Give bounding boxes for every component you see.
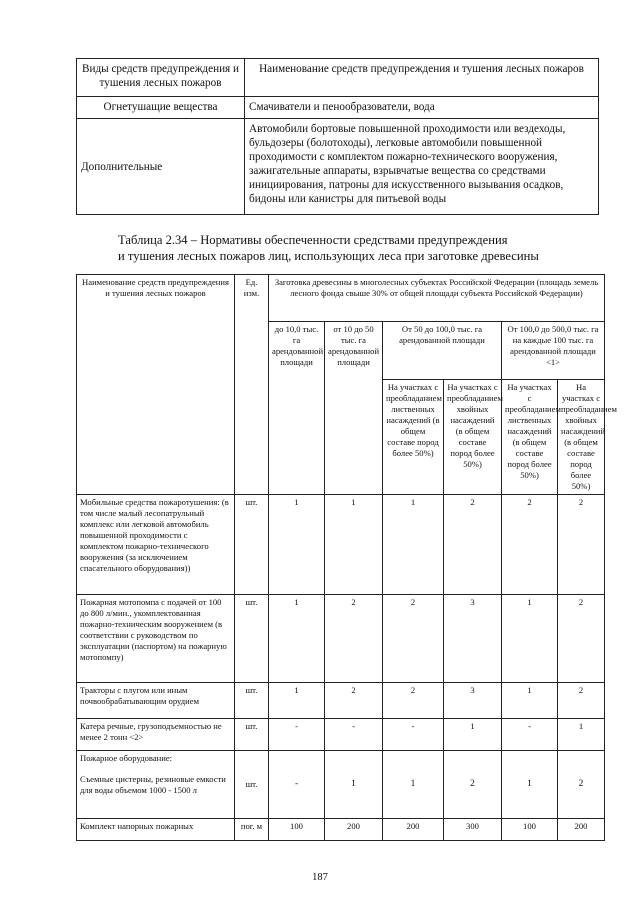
table-caption bbox=[118, 233, 588, 264]
subheader-coniferous: На участках с преобладанием хвойных насаждений (в общем составе пород более 50%) bbox=[444, 380, 502, 495]
row-name: Мобильные средства пожаротушения: (в том числе малый лесопатрульный комплекс или легковой автомобиль повышенной проходимости с комплектом пожарно-технического вооружения (за исключением спасательного оборудования)) bbox=[77, 495, 235, 595]
row-value: 100 bbox=[502, 819, 558, 841]
row-items: Смачиватели и пенообразователи, вода bbox=[245, 97, 599, 119]
row-name-text: Съемные цистерны, резиновые емкости для воды объемом 1000 - 1500 л bbox=[80, 774, 226, 795]
row-kind: Дополнительные bbox=[77, 119, 245, 215]
table-row bbox=[77, 819, 605, 841]
row-value: - bbox=[383, 719, 444, 751]
header-col-upto-10: до 10,0 тыс. га арендованной площади bbox=[269, 322, 325, 495]
header-col-50-100: От 50 до 100,0 тыс. га арендованной площади bbox=[383, 322, 502, 380]
top-table bbox=[76, 58, 599, 215]
row-value: 1 bbox=[502, 595, 558, 683]
header-unit: Ед. изм. bbox=[235, 275, 269, 495]
header-kinds: Виды средств предупреждения и тушения лесных пожаров bbox=[77, 59, 245, 97]
table-row bbox=[77, 751, 605, 819]
row-value: 200 bbox=[383, 819, 444, 841]
row-value: 2 bbox=[444, 495, 502, 595]
table-row bbox=[77, 495, 605, 595]
row-group-title: Пожарное оборудование: bbox=[80, 753, 173, 763]
row-value: 1 bbox=[502, 751, 558, 819]
row-value: - bbox=[502, 719, 558, 751]
row-value: 1 bbox=[444, 719, 502, 751]
subheader-coniferous: На участках с преобладанием хвойных насаждений (в общем составе пород более 50%) bbox=[558, 380, 605, 495]
header-col-10-50: от 10 до 50 тыс. га арендованной площади bbox=[325, 322, 383, 495]
table-row bbox=[77, 683, 605, 719]
row-name: Тракторы с плугом или иным почвообрабатывающим орудием bbox=[77, 683, 235, 719]
table-row bbox=[77, 595, 605, 683]
row-value: 100 bbox=[269, 819, 325, 841]
row-unit: шт. bbox=[235, 683, 269, 719]
row-unit: шт. bbox=[235, 495, 269, 595]
row-value: 1 bbox=[558, 719, 605, 751]
row-value: 300 bbox=[444, 819, 502, 841]
row-name: Пожарная мотопомпа с подачей от 100 до 800 л/мин., укомплектованная пожарно-техническим вооружением (в соответствии с руководством по эксплуатации (паспортом) на пожарную мотопомпу) bbox=[77, 595, 235, 683]
row-value: 1 bbox=[269, 495, 325, 595]
row-value: 200 bbox=[325, 819, 383, 841]
row-value: 1 bbox=[269, 595, 325, 683]
row-value: 2 bbox=[558, 751, 605, 819]
subheader-deciduous: На участках с преобладанием лиственных насаждений (в общем составе пород более 50%) bbox=[502, 380, 558, 495]
row-items: Автомобили бортовые повышенной проходимости или вездеходы, бульдозеры (болотоходы), легковые автомобили повышенной проходимости с комплектом пожарно-технического вооружения, зажигательные аппараты, взрывчатые вещества со средствами инициирования, патроны для искусственного вызывания осадков, бидоны или канистры для питьевой воды bbox=[245, 119, 599, 215]
row-value: 3 bbox=[444, 683, 502, 719]
row-unit: шт. bbox=[235, 751, 269, 819]
row-value: 2 bbox=[558, 595, 605, 683]
row-value: 2 bbox=[444, 751, 502, 819]
subheader-deciduous: На участках с преобладанием лиственных насаждений (в общем составе пород более 50%) bbox=[383, 380, 444, 495]
norms-table bbox=[76, 274, 617, 841]
row-value: 2 bbox=[558, 495, 605, 595]
header-col-100-500: От 100,0 до 500,0 тыс. га на каждые 100 тыс. га арендованной площади <1> bbox=[502, 322, 605, 380]
header-name: Наименование средств предупреждения и тушения лесных пожаров bbox=[77, 275, 235, 495]
row-value: 2 bbox=[325, 683, 383, 719]
row-value: 1 bbox=[502, 683, 558, 719]
row-value: 3 bbox=[444, 595, 502, 683]
row-value: 2 bbox=[325, 595, 383, 683]
row-value: 1 bbox=[383, 495, 444, 595]
header-group: Заготовка древесины в многолесных субъектах Российской Федерации (площадь земель лесного фонда свыше 30% от общей площади субъекта Российской Федерации) bbox=[269, 275, 605, 322]
row-name: Катера речные, грузоподъемностью не менее 2 тонн <2> bbox=[77, 719, 235, 751]
row-value: 200 bbox=[558, 819, 605, 841]
row-unit: шт. bbox=[235, 595, 269, 683]
row-value: 2 bbox=[383, 683, 444, 719]
row-value: 2 bbox=[502, 495, 558, 595]
row-value: - bbox=[269, 719, 325, 751]
caption-line: и тушения лесных пожаров лиц, использующих леса при заготовке древесины bbox=[118, 248, 539, 263]
row-unit: шт. bbox=[235, 719, 269, 751]
header-names: Наименование средств предупреждения и тушения лесных пожаров bbox=[245, 59, 599, 97]
row-value: 1 bbox=[269, 683, 325, 719]
page-number: 187 bbox=[312, 872, 328, 883]
row-name bbox=[77, 751, 235, 819]
row-value: 1 bbox=[325, 495, 383, 595]
caption-line: Таблица 2.34 – Нормативы обеспеченности средствами предупреждения bbox=[118, 233, 508, 247]
row-value: 1 bbox=[383, 751, 444, 819]
row-value: - bbox=[325, 719, 383, 751]
row-value: 2 bbox=[558, 683, 605, 719]
row-value: 2 bbox=[383, 595, 444, 683]
table-row bbox=[77, 719, 605, 751]
row-unit: пог. м bbox=[235, 819, 269, 841]
row-name: Комплект напорных пожарных bbox=[77, 819, 235, 841]
row-value: 1 bbox=[325, 751, 383, 819]
row-value: - bbox=[269, 751, 325, 819]
row-kind: Огнетушащие вещества bbox=[77, 97, 245, 119]
